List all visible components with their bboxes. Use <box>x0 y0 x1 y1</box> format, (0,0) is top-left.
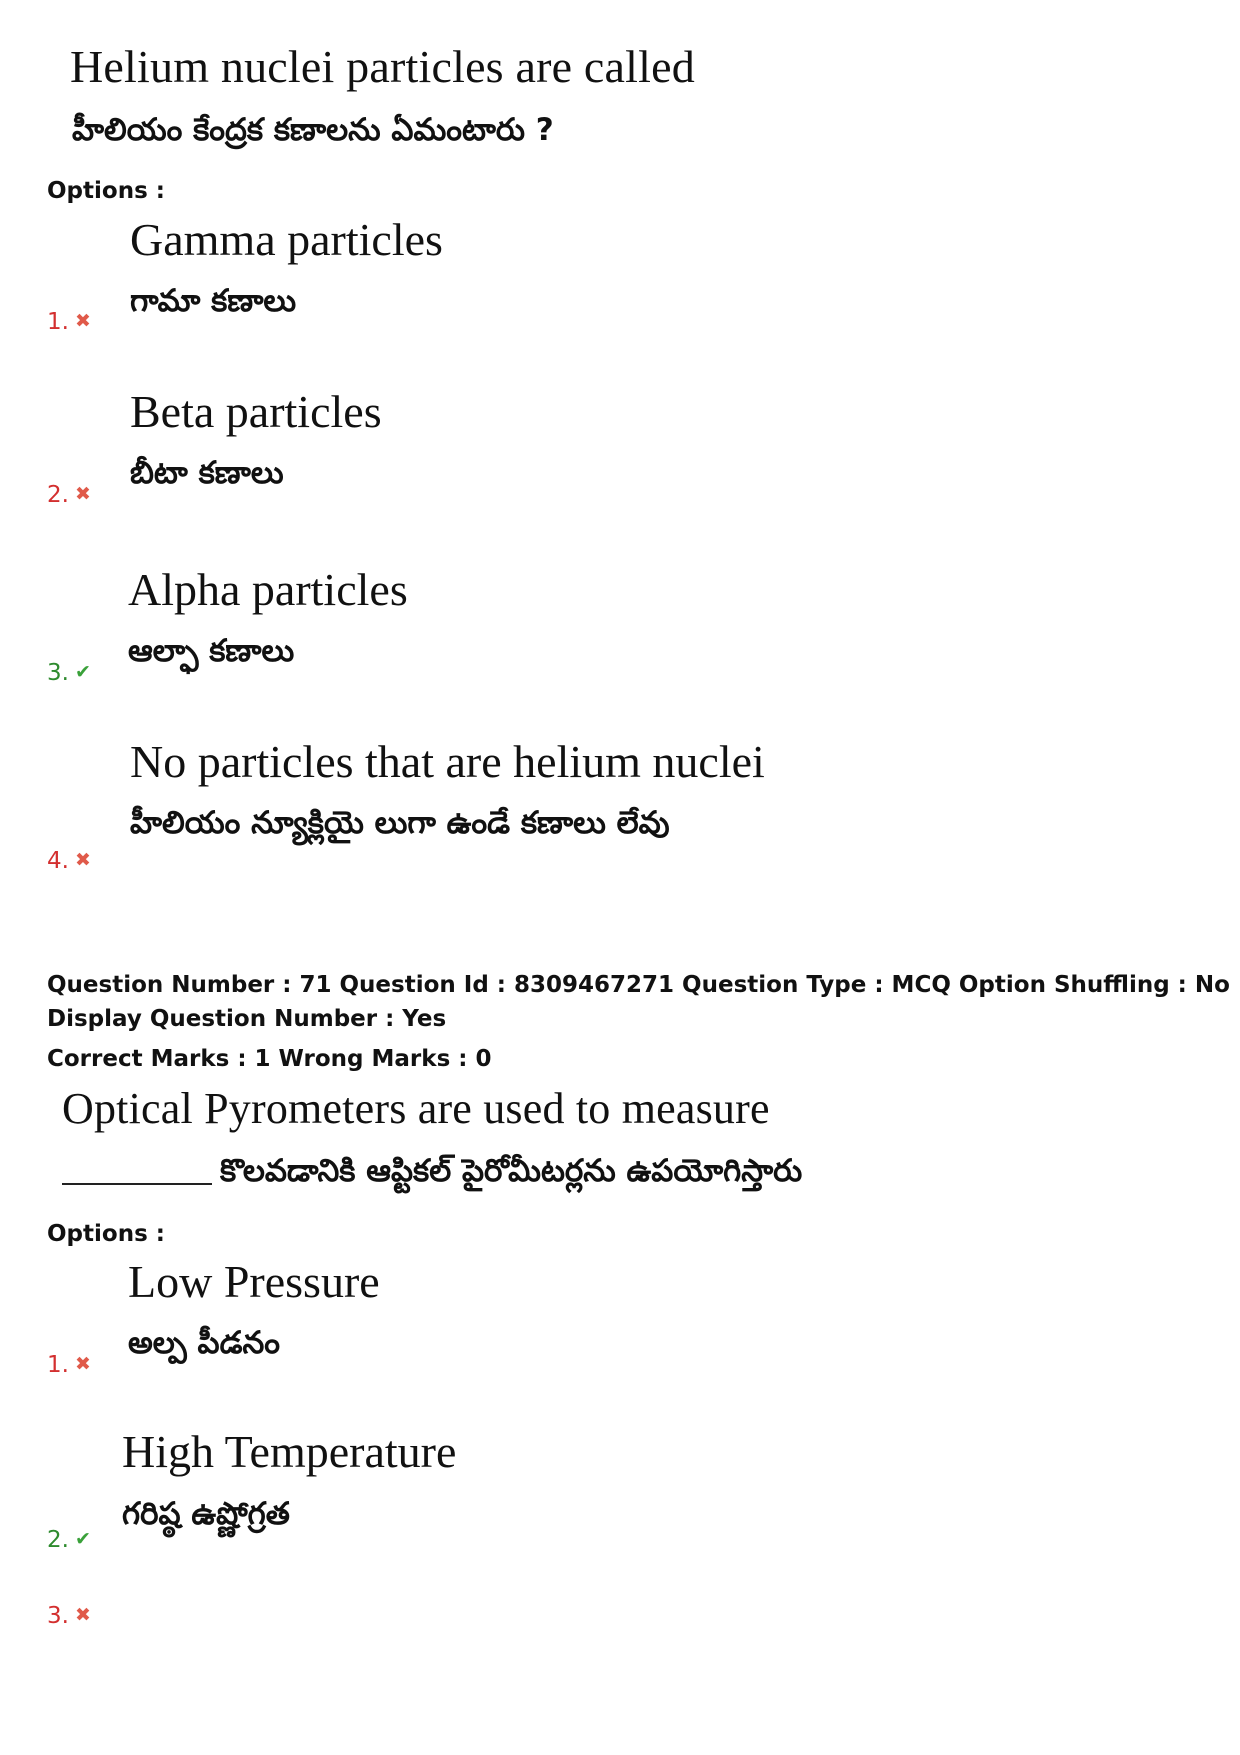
question-marks: Correct Marks : 1 Wrong Marks : 0 <box>47 1046 492 1072</box>
option-number-label: 2. <box>47 1527 69 1553</box>
option-number-label: 1. <box>47 309 69 335</box>
option-number <box>47 660 91 686</box>
cross-icon: ✖ <box>74 483 91 505</box>
option-number-label: 4. <box>47 848 69 874</box>
option-number <box>47 1603 91 1629</box>
options-label: Options : <box>47 178 165 204</box>
cross-icon: ✖ <box>74 849 91 871</box>
question-text-en: Optical Pyrometers are used to measure <box>62 1084 770 1133</box>
option-number <box>47 482 91 508</box>
option-text-te: గామా కణాలు <box>130 283 297 319</box>
option-number <box>47 309 91 335</box>
option-number <box>47 1527 91 1553</box>
option-text-en: Beta particles <box>130 386 382 437</box>
question-meta: Question Number : 71 Question Id : 8309467271 Question Type : MCQ Option Shuffling : No <box>47 972 1230 998</box>
option-text-te: హీలియం న్యూక్లియై లుగా ఉండే కణాలు లేవు <box>130 805 670 841</box>
option-text-en: Low Pressure <box>128 1256 380 1307</box>
fill-in-blank <box>62 1183 212 1185</box>
option-text-en: Alpha particles <box>128 564 408 615</box>
option-text-en: No particles that are helium nuclei <box>130 736 765 787</box>
option-text-en: High Temperature <box>122 1426 457 1477</box>
option-text-en: Gamma particles <box>130 214 443 265</box>
cross-icon: ✖ <box>74 1604 91 1626</box>
cross-icon: ✖ <box>74 1353 91 1375</box>
question-display-number: Display Question Number : Yes <box>47 1006 447 1032</box>
question-text-te: హీలియం కేంద్రక కణాలను ఏమంటారు ? <box>72 112 554 148</box>
cross-icon: ✖ <box>74 310 91 332</box>
question-text-te: కొలవడానికి ఆప్టికల్ పైరోమీటర్లను ఉపయోగిస్తారు <box>220 1153 803 1189</box>
option-number-label: 3. <box>47 660 69 686</box>
option-text-te: గరిష్ఠ ఉష్ణోగ్రత <box>122 1496 290 1532</box>
option-number <box>47 1352 91 1378</box>
question-text-en: Helium nuclei particles are called <box>70 41 695 92</box>
option-number <box>47 848 91 874</box>
option-text-te: అల్ప పీడనం <box>128 1325 280 1361</box>
option-text-te: బీటా కణాలు <box>130 455 284 491</box>
option-number-label: 3. <box>47 1603 69 1629</box>
options-label: Options : <box>47 1221 165 1247</box>
option-number-label: 2. <box>47 482 69 508</box>
check-icon: ✔ <box>74 1528 91 1550</box>
option-text-te: ఆల్ఫా కణాలు <box>128 633 295 669</box>
option-number-label: 1. <box>47 1352 69 1378</box>
question-text-te-line <box>62 1153 802 1196</box>
check-icon: ✔ <box>74 661 91 683</box>
